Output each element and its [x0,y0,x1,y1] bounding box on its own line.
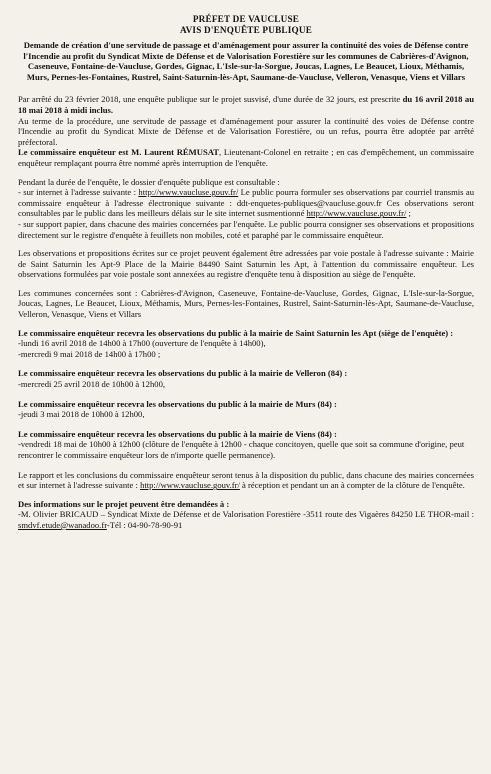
paper-item: - sur support papier, dans chacune des mairies concernées par l'enquête. Le public pourra consigner ses observations et propositions directement sur le registre d'enquête à feuillets non mobiles, coté et paraphé par le commissaire enquêteur. [18,218,474,240]
contact-email-link[interactable]: smdvf.etude@wanadoo.fr [18,519,107,530]
commissioner-details: , Lieutenant-Colonel en retraite ; en cas d'empêchement, un commissaire enquêteur remplaçant pourra être nommé après interruption de l'enquête. [18,147,474,168]
enquiry-dates: du 16 avril 2018 au 18 mai 2018 à midi inclus. [18,94,474,115]
internet-item-end: ; [406,208,411,219]
section-saint-saturnin [18,328,474,360]
paragraph-consultation [18,177,474,241]
schedule-line: -mercredi 9 mai 2018 de 14h00 à 17h00 ; [18,348,161,359]
schedule-line: -vendredi 18 mai de 10h00 à 12h00 (clôture de l'enquête à 12h00 - chaque concitoyen, quelle que soit sa commune d'origine, peut rencontrer le commissaire enquêteur lors de n'importe quelle permanence). [18,439,465,460]
paragraph-postal: Les observations et propositions écrites sur ce projet peuvent également être adressées par voie postale à l'adresse suivante : Mairie de Saint Saturnin les Apt-9 Place de la Mairie 84490 Saint Saturnin les Apt, à l'attention du commissaire enquêteur. Les observations formulées par voie postale sont annexées au registre d'enquête tenu à disposition au siège de l'enquête. [18,248,474,280]
section-velleron [18,368,474,389]
vaucluse-link[interactable]: http://www.vaucluse.gouv.fr/ [138,187,239,198]
schedule-line: -jeudi 3 mai 2018 de 10h00 à 12h00, [18,409,145,420]
section-title: Le commissaire enquêteur recevra les observations du public à la mairie de Saint Saturnin les Apt (siège de l'enquête) : [18,327,454,338]
schedule-line: -mercredi 25 avril 2018 de 10h00 à 12h00, [18,379,166,390]
notice-title: AVIS D'ENQUÊTE PUBLIQUE [179,25,313,35]
arrete-text: Par arrêté du 23 février 2018, une enquête publique sur le projet susvisé, d'une durée de 32 jours, est prescrite [18,94,403,105]
internet-item-text: - sur internet à l'adresse suivante : [18,187,139,198]
schedule-line: -lundi 16 avril 2018 de 14h00 à 17h00 (ouverture de l'enquête à 14h00), [18,338,266,349]
prefect-heading: PRÉFET DE VAUCLUSE [192,14,300,24]
paragraph-contact [18,499,474,531]
email-item-text: Le public pourra formuler ses observations par courriel transmis au commissaire enquêteur à l'adresse électronique suivante : ddt-enquetes-publiques@vaucluse.gouv.fr Ces observations seront consultables par le public dans les meilleurs délais sur le site internet susmentionné [18,187,474,219]
report-text-end: à réception et pendant un an à compter de la clôture de l'enquête. [239,480,465,491]
contact-title: Des informations sur le projet peuvent être demandées à : [18,498,230,509]
section-murs [18,399,474,420]
report-text: Le rapport et les conclusions du commissaire enquêteur seront tenus à la disposition du public, dans chacune des mairies concernées et sur internet à l'adresse suivante : [18,469,474,491]
commissioner-name: Le commissaire enquêteur est M. Laurent RÉMUSAT [18,147,220,158]
paragraph-communes: Les communes concernées sont : Cabrières-d'Avignon, Caseneuve, Fontaine-de-Vaucluse, Gordes, Gignac, L'Isle-sur-la-Sorgue, Joucas, Lagnes, Le Beaucet, Lioux, Méthamis, Murs, Pernes-les-Fontaines, Rustrel, Saint-Saturnin-lès-Apt, Saumane-de-Vaucluse, Velleron, Venasque, Viens et Villars [18,287,474,320]
section-viens [18,429,474,461]
section-title: Le commissaire enquêteur recevra les observations du public à la mairie de Murs (84) : [18,398,337,409]
vaucluse-link-2[interactable]: http://www.vaucluse.gouv.fr/ [306,208,407,219]
contact-phone: -Tél : 04-90-78-90-91 [106,519,183,530]
procedure-text: Au terme de la procédure, une servitude de passage et d'aménagement pour assurer la continuité des voies de Défense contre l'Incendie au profit du Syndicat Mixte de Défense et de Valorisation Forestière, ou un refus, pourra être adoptée par arrêté préfectoral. [18,115,474,147]
consultation-intro: Pendant la durée de l'enquête, le dossier d'enquête publique est consultable : [18,176,280,187]
section-title: Le commissaire enquêteur recevra les observations du public à la mairie de Velleron (84) : [18,368,348,379]
contact-text: -M. Olivier BRICAUD – Syndicat Mixte de Défense et de Valorisation Forestière -3511 route des Vigaères 84250 LE THOR-mail : [18,509,474,520]
paragraph-report [18,470,474,491]
vaucluse-link-3[interactable]: http://www.vaucluse.gouv.fr/ [140,480,240,491]
paragraph-arrete [18,94,474,168]
project-description: Demande de création d'une servitude de passage et d'aménagement pour assurer la continuité des voies de Défense contre l'Incendie au profit du Syndicat Mixte de Défense et de Valorisation Forestière sur les communes de Cabrières-d'Avignon, Caseneuve, Fontaine-de-Vaucluse, Gordes, Gignac, L'Isle-sur-la-Sorgue, Joucas, Lagnes, Le Beaucet, Lioux, Méthamis, Murs, Pernes-les-Fontaines, Rustrel, Saint-Saturnin-lès-Apt, Saumane-de-Vaucluse, Velleron, Venasque, Viens et Villars [23,40,469,82]
section-title: Le commissaire enquêteur recevra les observations du public à la mairie de Viens (84) : [18,428,337,439]
